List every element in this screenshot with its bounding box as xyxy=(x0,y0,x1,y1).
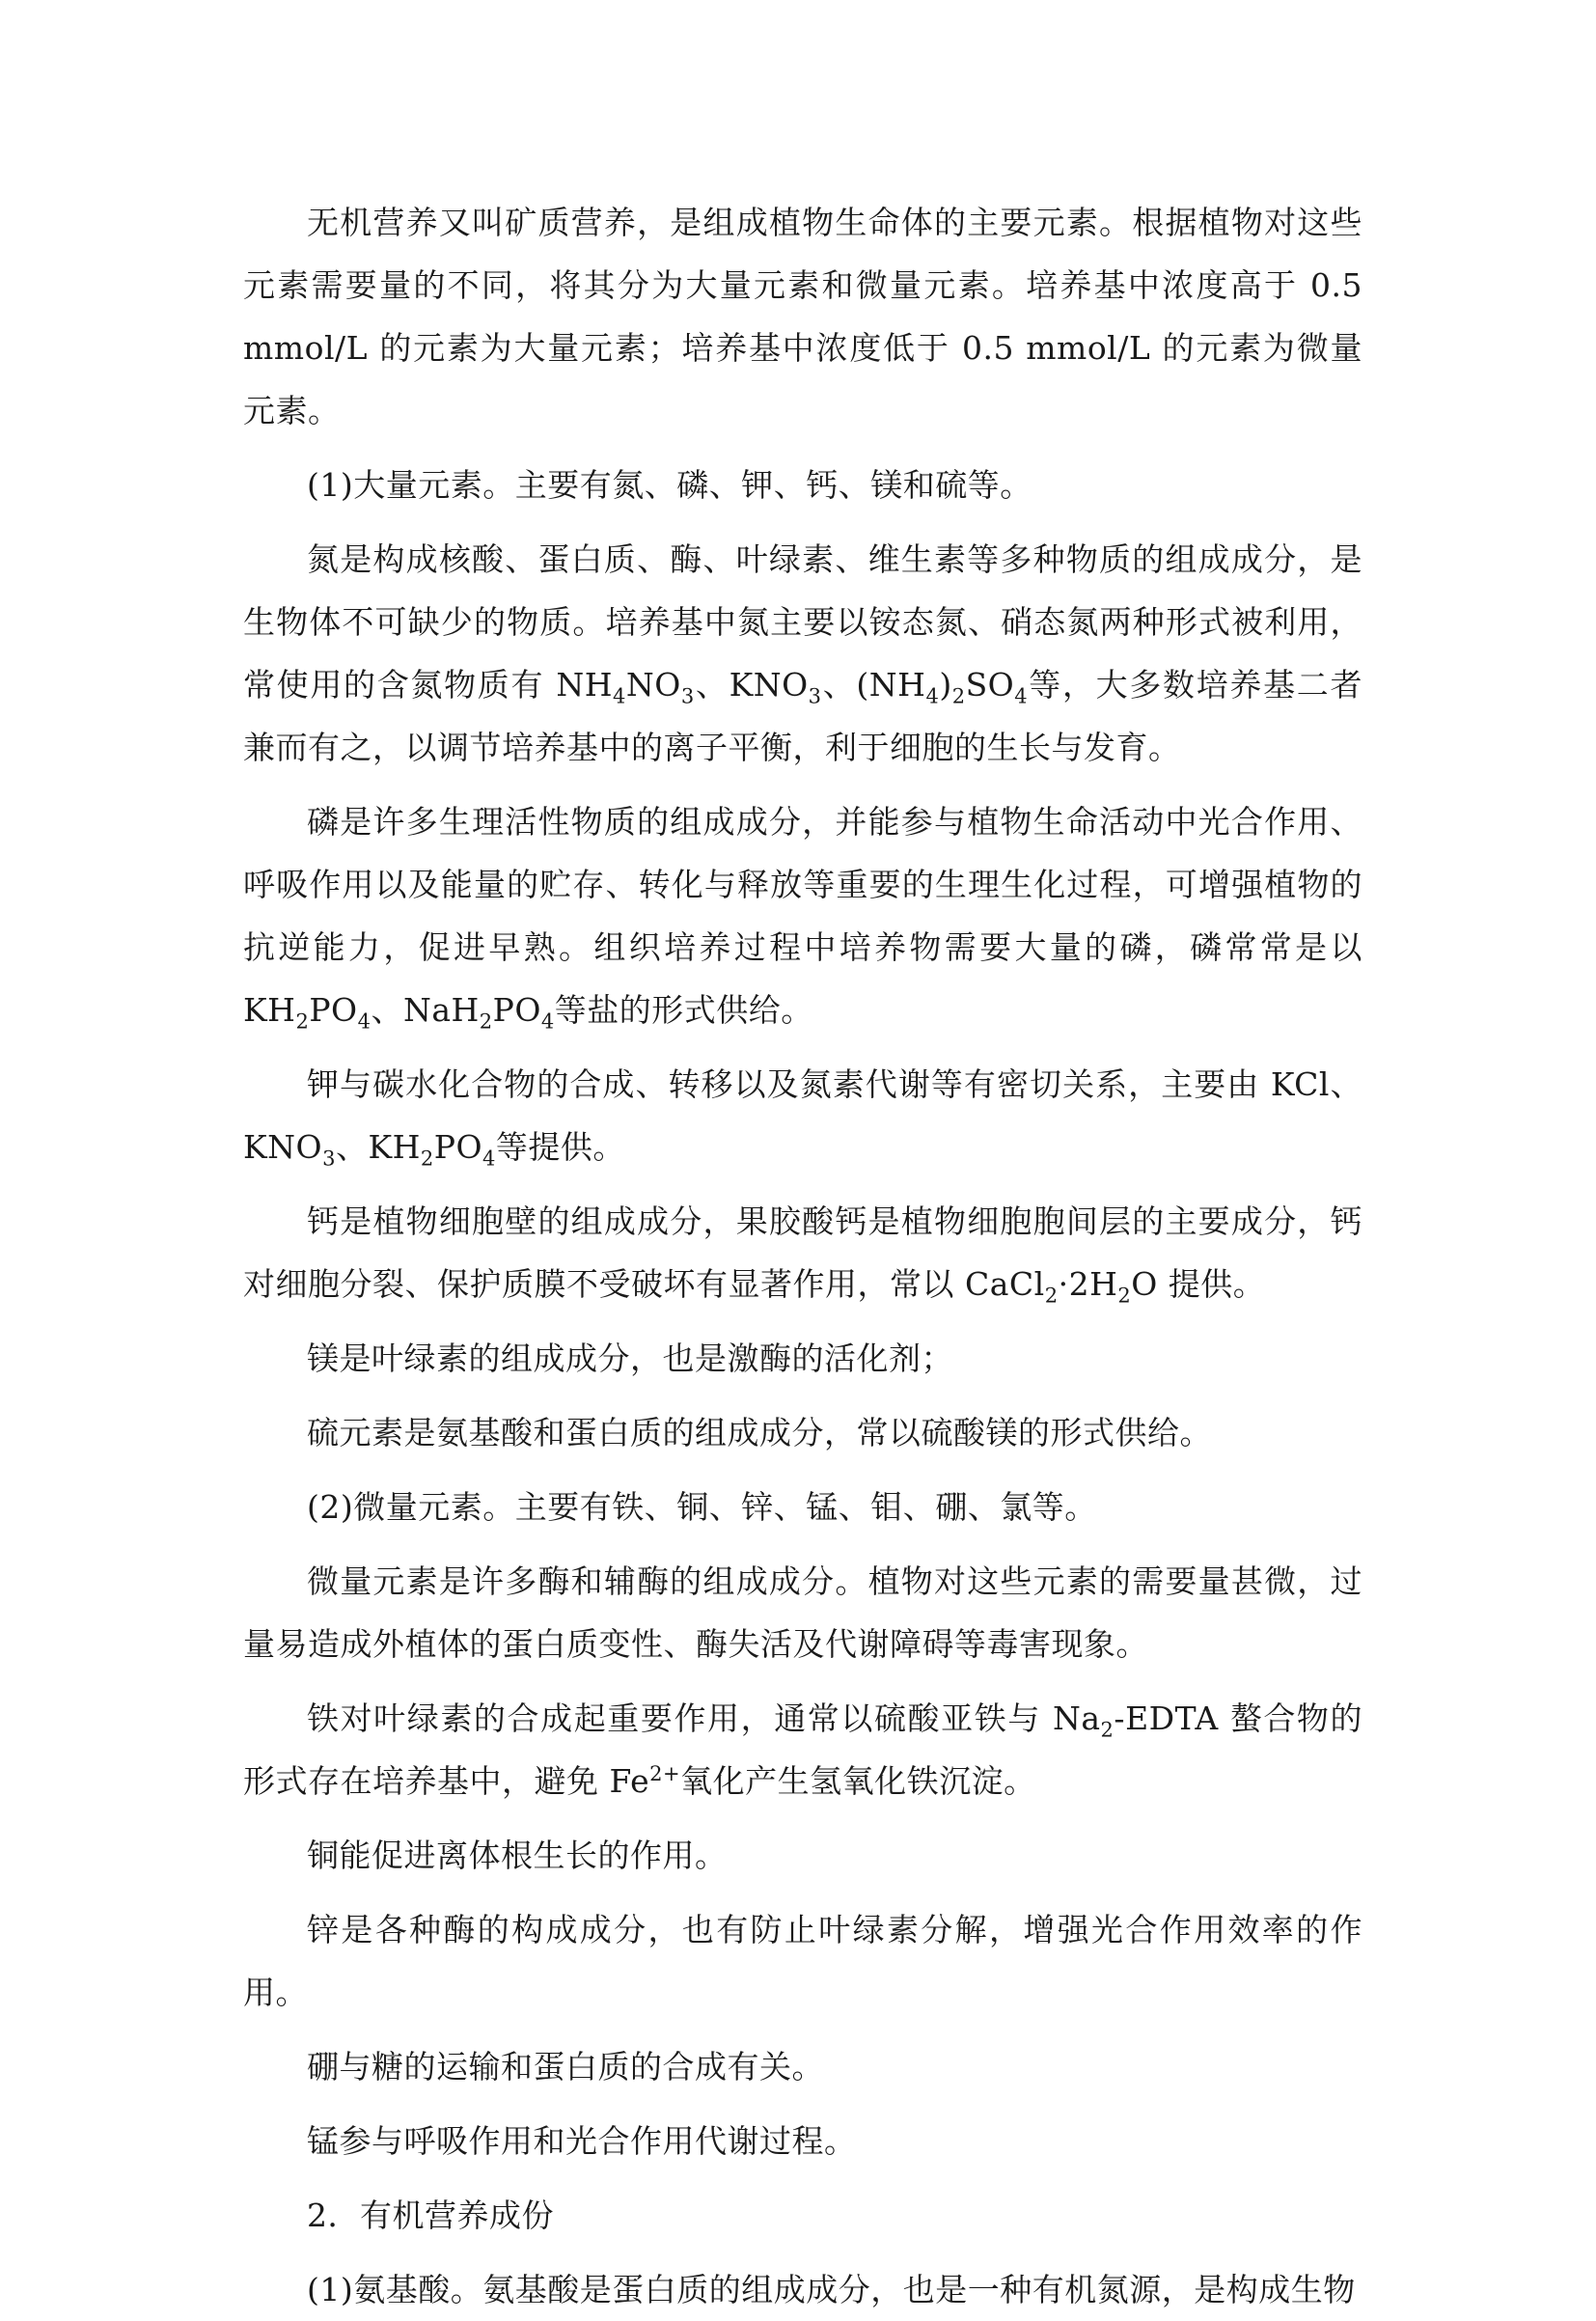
paragraph-manganese: 锰参与呼吸作用和光合作用代谢过程。 xyxy=(307,2122,857,2160)
paragraph-phosphorus: 磷是许多生理活性物质的组成成分，并能参与植物生命活动中光合作用、呼吸作用以及能量的贮存、转化与释放等重要的生理生化过程，可增强植物的抗逆能力，促进早熟。组织培养过程中培养物需要大量的磷，磷常常是以 $KH_2PO_4$、$NaH_2PO_4$等盐的形式供给。 xyxy=(243,803,1362,1034)
paragraph-copper: 铜能促进离体根生长的作用。 xyxy=(307,1837,728,1874)
paragraph-nitrogen: 氮是构成核酸、蛋白质、酶、叶绿素、维生素等多种物质的组成成分，是生物体不可缺少的物质。培养基中氮主要以铵态氮、硝态氮两种形式被利用，常使用的含氮物质有 $NH_4NO_3$、$KNO_3$、$(NH_4)_2SO_4$等，大多数培养基二者兼而有之，以调节培养基中的离子平衡，利于细胞的生长与发育。 xyxy=(243,540,1362,766)
paragraph-calcium: 钙是植物细胞壁的组成成分，果胶酸钙是植物细胞胞间层的主要成分，钙对细胞分裂、保护质膜不受破坏有显著作用，常以 $CaCl_2\cdot 2H_2O$ 提供。 xyxy=(243,1202,1362,1308)
paragraph-amino-acids: (1)氨基酸。氨基酸是蛋白质的组成成分，也是一种有机氮源，是构成生物 xyxy=(307,2271,1356,2308)
paragraph-inorganic-nutrition: 无机营养又叫矿质营养，是组成植物生命体的主要元素。根据植物对这些元素需要量的不同，将其分为大量元素和微量元素。培养基中浓度高于 0.5 mmol/L 的元素为大量元素；培养基中浓度低于 0.5 mmol/L 的元素为微量元素。 xyxy=(243,204,1362,429)
paragraph-boron: 硼与糖的运输和蛋白质的合成有关。 xyxy=(307,2048,824,2086)
paragraph-micro-elements-heading: (2)微量元素。主要有铁、铜、锌、锰、钼、硼、氯等。 xyxy=(307,1488,1097,1526)
document-page xyxy=(243,191,1362,2321)
paragraph-sulfur: 硫元素是氨基酸和蛋白质的组成成分，常以硫酸镁的形式供给。 xyxy=(307,1414,1212,1451)
paragraph-iron: 铁对叶绿素的合成起重要作用，通常以硫酸亚铁与 $Na_2$-EDTA 螯合物的形式存在培养基中，避免 $Fe^{2+}$氧化产生氢氧化铁沉淀。 xyxy=(243,1699,1362,1800)
paragraph-potassium: 钾与碳水化合物的合成、转移以及氮素代谢等有密切关系，主要由 KCl、$KNO_3$、$KH_2PO_4$等提供。 xyxy=(243,1065,1362,1171)
paragraph-micro-elements: 微量元素是许多酶和辅酶的组成成分。植物对这些元素的需要量甚微，过量易造成外植体的蛋白质变性、酶失活及代谢障碍等毒害现象。 xyxy=(243,1562,1362,1663)
section-heading-organic-nutrition: 2．有机营养成份 xyxy=(307,2197,554,2234)
paragraph-magnesium: 镁是叶绿素的组成成分，也是激酶的活化剂； xyxy=(307,1340,953,1377)
paragraph-macro-elements-heading: (1)大量元素。主要有氮、磷、钾、钙、镁和硫等。 xyxy=(307,466,1032,504)
paragraph-zinc: 锌是各种酶的构成成分，也有防止叶绿素分解，增强光合作用效率的作用。 xyxy=(243,1911,1362,2011)
